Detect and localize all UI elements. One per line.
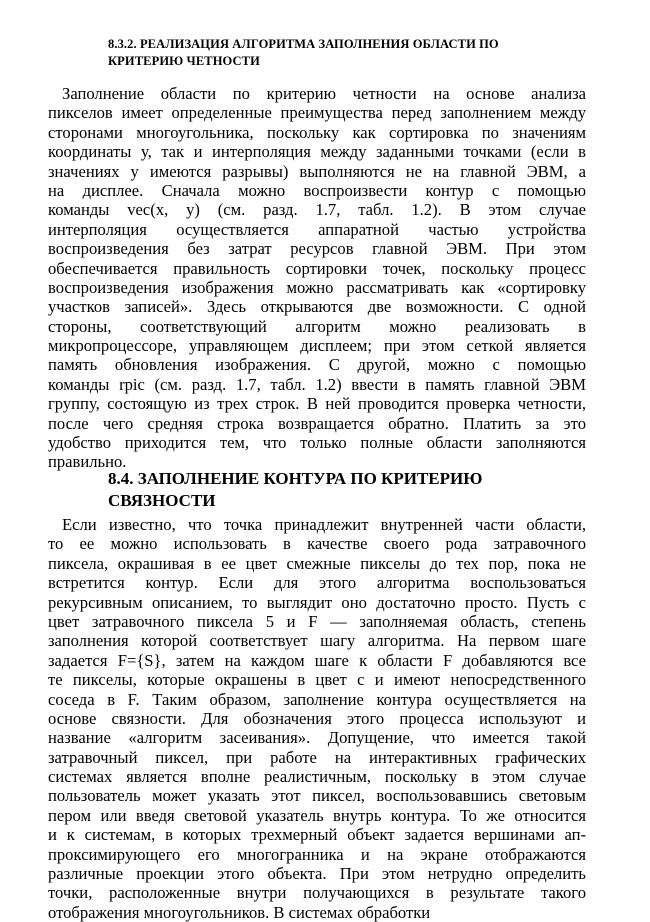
- text-line: затравочный пиксел, при работе на интерактивных графических: [48, 747, 586, 767]
- section-8-3-2-title-line2: КРИТЕРИЮ ЧЕТНОСТИ: [108, 54, 260, 68]
- text-line: участков записей». Здесь открываются две возможности. С одной: [48, 297, 586, 317]
- text-line: пользователь может указать этот пиксел, воспользовавшись световым: [48, 786, 586, 806]
- text-line: воспроизведения изображения можно рассматривать как «сортировку: [48, 277, 586, 297]
- text-line: соседа в F. Таким образом, заполнение контура осуществляется на: [48, 689, 586, 709]
- text-line: сторонами многоугольника, поскольку как сортировка по значениям: [48, 122, 586, 142]
- text-line: название «алгоритм засеивания». Допущение, что имеется такой: [48, 728, 586, 748]
- text-line: проксимирующего его многогранника и на экране отображаются: [48, 844, 586, 864]
- text-line: после чего средняя строка возвращается обратно. Платить за это: [48, 413, 586, 433]
- section-8-3-2-paragraph: [48, 84, 586, 472]
- text-line: Если известно, что точка принадлежит внутренней части области,: [62, 515, 586, 534]
- text-line: координаты у, так и интерполяция между заданными точками (если в: [48, 142, 586, 162]
- section-8-3-2-title: [108, 36, 588, 70]
- text-line: правильно.: [48, 452, 127, 472]
- section-8-3-2-title-line1: 8.3.2. РЕАЛИЗАЦИЯ АЛГОРИТМА ЗАПОЛНЕНИЯ ОБЛАСТИ ПО: [108, 37, 499, 51]
- text-line: заполнения которой соответствует шагу алгоритма. На первом шаге: [48, 631, 586, 651]
- text-line: пером или введя световой указатель внутрь контура. То же относится: [48, 805, 586, 825]
- text-line: различные проекции этого объекта. При этом нетрудно определить: [48, 864, 586, 884]
- text-line: рекурсивным описанием, то выглядит оно достаточно просто. Пусть с: [48, 592, 586, 612]
- text-line: обеспечивается правильность сортировки точек, поскольку процесс: [48, 258, 586, 278]
- text-line: те пикселы, которые окрашены в цвет с и имеют непосредственного: [48, 670, 586, 690]
- text-line: значениях у имеются разрывы) выполняются не на главной ЭВМ, а: [48, 161, 586, 181]
- text-line: пикселов имеет определенные преимущества перед заполнением между: [48, 103, 586, 123]
- section-8-4-paragraph: [48, 515, 586, 922]
- text-line: системах является вполне реалистичным, поскольку в этом случае: [48, 767, 586, 787]
- text-line: стороны, соответствующий алгоритм можно реализовать в: [48, 316, 586, 336]
- text-line: и к системам, в которых трехмерный объект задается вершинами ап-: [48, 825, 586, 845]
- text-line: основе связности. Для обозначения этого процесса используют и: [48, 708, 586, 728]
- text-line: команды rpic (см. разд. 1.7, табл. 1.2) ввести в память главной ЭВМ: [48, 374, 586, 394]
- text-line: память обновления изображения. С другой, можно с помощью: [48, 355, 586, 375]
- text-line: отображения многоугольников. В системах обработки: [48, 902, 431, 922]
- text-line: задается F={S}, затем на каждом шаге к области F добавляются все: [48, 650, 586, 670]
- text-line: воспроизведения без затрат ресурсов главной ЭВМ. При этом: [48, 239, 586, 259]
- section-8-4-title: [108, 468, 588, 512]
- text-line: микропроцессоре, управляющем дисплеем; при этом сеткой является: [48, 336, 586, 356]
- section-8-4-title-line2: СВЯЗНОСТИ: [108, 491, 216, 510]
- text-line: встретится контур. Если для этого алгоритма воспользоваться: [48, 573, 586, 593]
- text-line: удобство приходится тем, что только полные области заполняются: [48, 433, 586, 453]
- text-line: команды vec(x, y) (см. разд. 1.7, табл. 1.2). В этом случае: [48, 200, 586, 220]
- section-8-4-title-line1: 8.4. ЗАПОЛНЕНИЕ КОНТУРА ПО КРИТЕРИЮ: [108, 469, 483, 488]
- text-line: интерполяция осуществляется аппаратной частью устройства: [48, 219, 586, 239]
- text-line: точки, расположенные внутри получающихся в результате такого: [48, 883, 586, 903]
- text-line: пиксела, окрашивая в ее цвет смежные пикселы до тех пор, пока не: [48, 553, 586, 573]
- text-line: цвет затравочного пиксела 5 и F — заполняемая область, степень: [48, 611, 586, 631]
- text-line: Заполнение области по критерию четности на основе анализа: [62, 84, 586, 103]
- text-line: то ее можно использовать в качестве своего рода затравочного: [48, 534, 586, 554]
- text-line: на дисплее. Сначала можно воспроизвести контур с помощью: [48, 180, 586, 200]
- text-line: группу, состоящую из трех строк. В ней проводится проверка четности,: [48, 394, 586, 414]
